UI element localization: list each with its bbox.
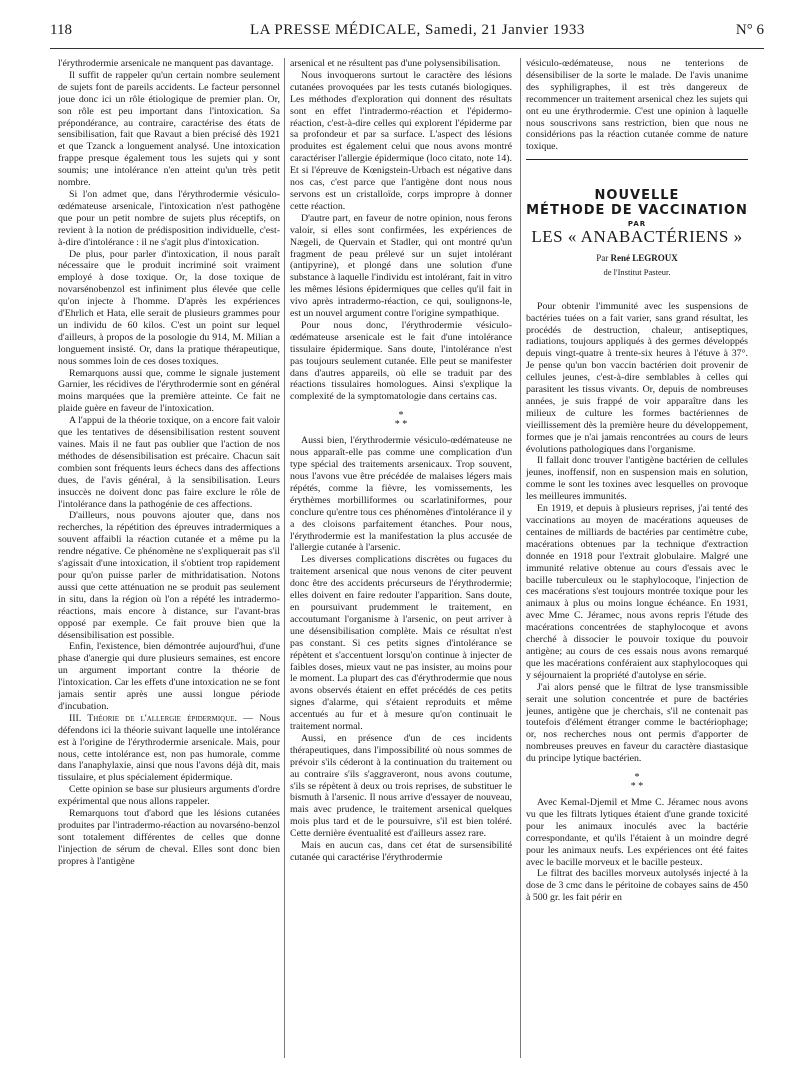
paragraph: Il suffit de rappeler qu'un certain nombre seulement de sujets font de pareils accidents. Le facteur personnel joue donc ici un rôle étiologique de premier plan. Or, son rôle est peu important dans l'intoxication. Sa prépondérance, au contraire, caractérise des états de sensibilisation, fait que Ravaut a bien précisé dès 1921 et que Tzanck a longuement analysé. Une intoxication frappe presque également tous les sujets qui y sont soumis; une intolérance n'en atteint qu'un très petit nombre. — [58, 69, 280, 189]
paragraph: Les diverses complications discrètes ou fugaces du traitement arsenical que nous venons de citer peuvent donc être des accidents précurseurs de l'érythrodermie; elles doivent en faire redouter l'apparition. Sans doute, en poursuivant prudemment le traitement, en accoutumant l'organisme à l'arsenic, on peut arriver à une désensibilisation complète. Mais ce résultat n'est pas constant. Si ces petits signes d'intolérance se répètent et s'accentuent lorsqu'on continue à injecter de faibles doses, mieux vaut ne pas insister, au moins pour le moment. La plupart des cas d'érythrodermie que nous avons observés étaient en effet précédés de ces petits signes d'alarme, qui s'étaient reproduits et même accentués au fur et à mesure qu'on continuait le traitement normal. — [290, 554, 512, 733]
section-asterism: * * * — [630, 772, 644, 793]
byline — [526, 253, 748, 265]
paragraph: Mais en aucun cas, dans cet état de sursensibilité cutanée qui caractérise l'érythrodermie — [290, 840, 512, 863]
paragraph: Aussi, en présence d'un de ces incidents thérapeutiques, dans l'impossibilité où nous sommes de prévoir s'ils céderont à la continuation du traitement ou au contraire s'ils s'aggraveront, nous avons coutume, s'ils se répètent à deux ou trois reprises, de substituer le bismuth à l'arsenic. Il nous arrive d'essayer de nouveau, mais avec prudence, le traitement arsenical quelques mois plus tard et de le poursuivre, s'il est bien toléré. Cette dernière éventualité est d'ailleurs assez rare. — [290, 732, 512, 840]
paragraph: Pour nous donc, l'érythrodermie vésiculo-œdémateuse arsenicale est le fait d'une intolérance tissulaire épidermique. Sans doute, l'intolérance n'est pas toujours seulement cutanée. Elle peut se manifester dans d'autres appareils, où elle se traduit par des réactions tissulaires homologues. Ainsi s'explique la complexité de la symptomatologie dans certains cas. — [290, 319, 512, 403]
paragraph: Nous invoquerons surtout le caractère des lésions cutanées provoquées par les tests cutanés biologiques. Les méthodes d'exploration qui donnent des résultats sont en effet l'intradermo-réaction et l'épidermo-réaction, c'est-à-dire celles qui explorent l'épiderme par sa profondeur et par sa surface. L'aspect des lésions produites est également celui que nous avons montré caractériser l'allergie épidermique (loco citato, note 14). Et si l'épreuve de Kœnigstein-Urbach est négative dans nos cas, c'est parce que l'antigène dont nous nous servons est un cristalloïde, corps impropre à donner cette réaction. — [290, 69, 512, 212]
paragraph: l'érythrodermie arsenicale ne manquent pas davantage. — [58, 58, 274, 69]
section-text: — Nous défendons ici la théorie suivant laquelle une intolérance est à l'origine de l'érythrodermie arsenicale. Mais, pour nous, cette intolérance est, non pas humorale, comme dans l'anaphylaxie, ainsi que nous l'avons déjà dit, mais tissulaire, et plus spécialement épidermique. — [58, 712, 280, 784]
paragraph: J'ai alors pensé que le filtrat de lyse transmissible serait une solution concentrée et pure de bactéries jeunes, antigène que je cherchais, s'il ne contenait pas toutefois d'élément étranger comme le bactériophage; or, nos recherches nous ont permis d'apporter de nombreuses preuves en faveur du caractère diastasique du principe lytique bactérien. — [526, 681, 748, 765]
page-number: 118 — [50, 22, 72, 38]
article-title — [526, 188, 748, 246]
paragraph: Aussi bien, l'érythrodermie vésiculo-œdémateuse ne nous apparaît-elle pas comme une complication d'un type spécial des traitements arsenicaux. Trop souvent, nous l'avons vue être précédée de malaises légers mais répétés, comme la fièvre, les vomissements, les érythèmes morbilliformes ou scarlatiniformes, pour conclure qu'entre tous ces phénomènes d'intolérance il y a des cloisons parfaitement étanches. Pour nous, l'érythrodermie est la manifestation la plus accusée de l'allergie cutanée à l'arsenic. — [290, 435, 512, 554]
paragraph: Remarquons aussi que, comme le signale justement Garnier, les récidives de l'érythrodermie sont en général moins marquées que la première atteinte. Ce fait ne plaide guère en faveur de l'intoxication. — [58, 367, 280, 415]
paragraph: Il fallait donc trouver l'antigène bactérien de cellules jeunes, inoffensif, non en suspension mais en solution, comme le sont les toxines avec lesquelles on provoque les meilleures immunités. — [526, 455, 748, 503]
column-divider — [284, 58, 285, 1058]
section-heading: III. Théorie de l'allergie épidermique. — [69, 712, 237, 724]
section-asterism: * * * — [394, 410, 408, 431]
paragraph: Cette opinion se base sur plusieurs arguments d'ordre expérimental que nous allons rappeler. — [58, 784, 280, 808]
column-right — [526, 58, 748, 1070]
author-name: René LEGROUX — [610, 252, 678, 263]
paragraph: Le filtrat des bacilles morveux autolysés injecté à la dose de 3 cmc dans le péritoine de cobayes sains de 450 à 500 gr. les fait périr en — [526, 868, 748, 904]
paragraph: En 1919, et depuis à plusieurs reprises, j'ai tenté des vaccinations au moyen de macérations aqueuses de centaines de milliards de bactéries par centimètre cube, macérations obtenues par la technique d'extraction donnée en 1918 pour l'extrait globulaire. Malgré une immunité relative obtenue au cours d'essais avec le bacille tuberculeux ou le staphylocoque, l'injection de ces macérations s'est toujours montrée toxique pour les animaux à plus ou moins longue échéance. En 1931, avec Mme C. Jéramec, nous avons repris l'étude des macérations concentrées de staphylocoque et avons cherché à dissocier le pouvoir toxique du pouvoir antigène; au cours de ces essais nous avons remarqué que les macérations conféraient aux staphylocoques qui y séjournaient la propriété d'autolyse en série. — [526, 503, 748, 681]
page-header — [50, 22, 764, 42]
journal-title: LA PRESSE MÉDICALE, Samedi, 21 Janvier 1933 — [250, 22, 585, 38]
title-line: LES « ANABACTÉRIENS » — [531, 226, 743, 246]
paragraph: arsenical et ne résultent pas d'une polysensibilisation. — [290, 58, 501, 69]
paragraph: Enfin, l'existence, bien démontrée aujourd'hui, d'une phase d'anergie qui dure plusieurs semaines, est encore un argument important contre la théorie de l'intoxication. Car les effets d'une intoxication ne se font jamais sentir après une aussi longue période d'incubation. — [58, 641, 280, 712]
column-left — [58, 58, 280, 1070]
paragraph: Si l'on admet que, dans l'érythrodermie vésiculo-œdémateuse arsenicale, l'intoxication n'est pathogène que pour un petit nombre de sujets plus réceptifs, on revient à la notion de prédisposition individuelle, c'est-à-dire d'intolérance : il ne s'agit plus d'intoxication. — [58, 188, 280, 248]
title-line: NOUVELLE — [594, 188, 680, 204]
paragraph: D'autre part, en faveur de notre opinion, nous ferons valoir, si elles sont confirmées, les expériences de Nægeli, de Quervain et Stadler, qui ont montré qu'un fragment de peau prélevé sur un sujet intolérant (antipyrine), et plongé dans une solution d'une substance à laquelle l'individu est intolérant, fait in vitro les mêmes lésions épidermiques que celles qu'il fait in vivo après intradermo-réaction, ce qui, soulignons-le, est un nouvel argument contre l'origine sympathique. — [290, 212, 512, 320]
column-divider — [520, 58, 521, 1058]
paragraph: Pour obtenir l'immunité avec les suspensions de bactéries tuées on a fait varier, sans grand résultat, les procédés de destruction, chaleur, antiseptiques, radiations, toujours appliqués à des germes développés depuis vingt-quatre à trente-six heures à l'étuve à 37°. Je pense qu'un bon vaccin bactérien doit provenir de cellules jeunes, c'est-à-dire semblables à celles qui parasitent les tissus vivants. Or, depuis de nombreuses années, je suis frappé de voir apparaître dans les milieux de culture les formes bactériennes de vieillissement dès la première heure du développement, formes que je n'ai jamais rencontrées au cours de leurs évolutions pathologiques dans l'organisme. — [526, 300, 748, 455]
title-line: MÉTHODE DE VACCINATION — [526, 203, 748, 219]
paragraph: De plus, pour parler d'intoxication, il nous paraît nécessaire que le produit incriminé soit vraiment employé à dose toxique. Or, la dose toxique de novarsénobenzol est infiniment plus élevée que celle qu'on injecte à l'homme. D'après les expériences d'Ehrlich et Hata, elle serait de plusieurs grammes pour un individu de 60 kilos. C'est un point sur lequel d'ailleurs, à propos de la posologie du 914, M. Milian a longuement insisté. Or, dans la pratique thérapeutique, nous sommes loin de ces doses toxiques. — [58, 248, 280, 367]
header-rule — [50, 48, 764, 49]
article-separator — [526, 159, 748, 160]
paragraph: A l'appui de la théorie toxique, on a encore fait valoir que les tentatives de désensibilisation restent souvent vaines. Mais il ne faut pas oublier que l'action de nos méthodes de désensibilisation est précaire. Chacun sait combien sont fréquents leurs échecs dans des affections dues, de l'avis général, à la sensibilisation. Leurs insuccès ne doivent donc pas faire exclure le rôle de l'intolérance dans la pathogénie de ces affections. — [58, 415, 280, 510]
author-affiliation: de l'Institut Pasteur. — [603, 266, 671, 277]
paragraph: D'ailleurs, nous pouvons ajouter que, dans nos recherches, la répétition des épreuves intradermiques a souvent affaibli la réaction cutanée et a même pu la rendre négative. Ce phénomène ne s'expliquerait pas s'il s'agissait d'une intoxication, il s'obtient trop rapidement pour qu'on puisse parler de mithridatisation. Notons aussi que cette atténuation ne se produit pas seulement in situ, dans la région où l'on a répété les intradermo-réactions, mais encore à distance, sur l'avant-bras opposé par exemple. Ce fait prouve bien que la désensibilisation est possible. — [58, 510, 280, 641]
title-line: PAR — [627, 220, 647, 229]
paragraph: Avec Kemal-Djemil et Mme C. Jéramec nous avons vu que les filtrats lytiques étaient d'une grande toxicité pour les animaux inoculés avec la bactérie correspondante, et qu'ils l'étaient à un moindre degré pour les animaux neufs. Les expériences ont été faites avec le bacille morveux et le bacille pesteux. — [526, 797, 748, 868]
paragraph: vésiculo-œdémateuse, nous ne tenterions de désensibiliser de la sorte le malade. De l'avis unanime des syphiligraphes, il est très dangereux de recommencer un traitement arsenical chez les sujets qui ont eu une érythrodermie. C'est une opinion à laquelle nous souscrivons sans restriction, bien que nous ne considérions pas la réaction cutanée comme de nature toxique. — [526, 58, 748, 153]
paragraph: Remarquons tout d'abord que les lésions cutanées produites par l'intradermo-réaction au novarséno-benzol sont totalement différentes de celles que donne l'injection de sérum de cheval. Elles sont donc bien propres à l'antigène — [58, 808, 280, 867]
column-middle — [290, 58, 512, 1070]
issue-number: N° 6 — [735, 22, 764, 38]
byline-prefix: Par — [596, 252, 609, 263]
section-paragraph — [58, 713, 280, 784]
